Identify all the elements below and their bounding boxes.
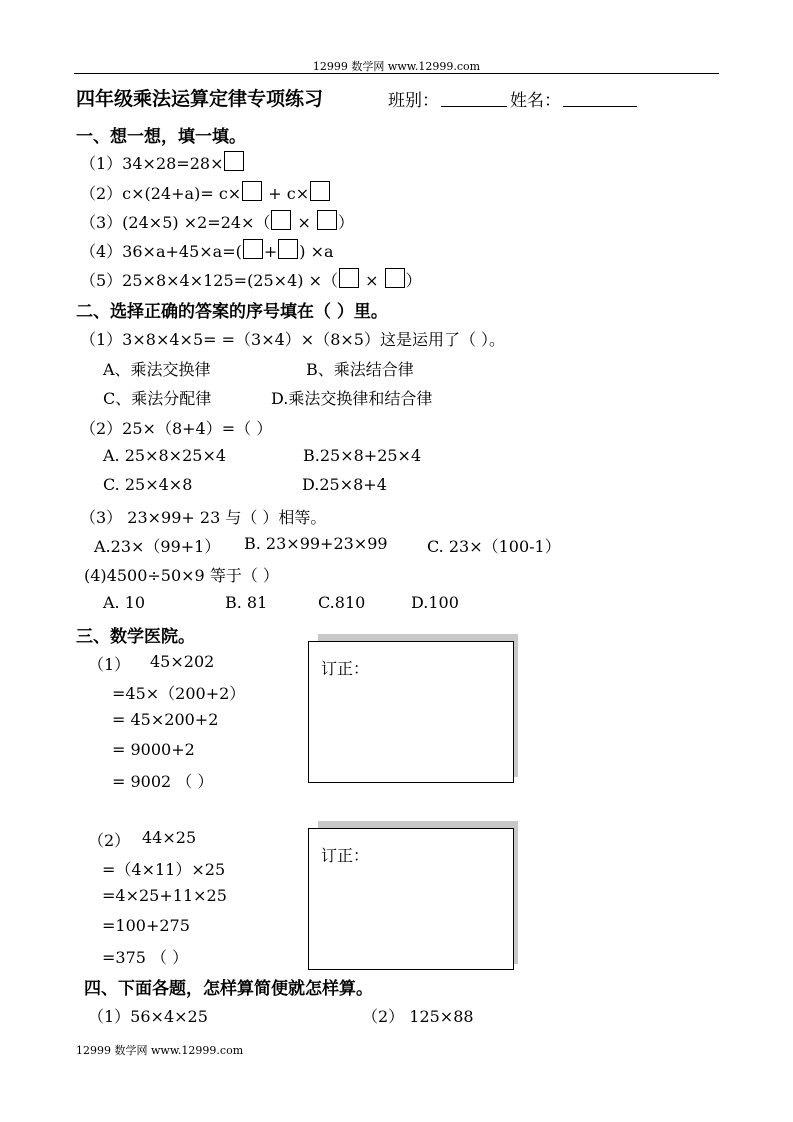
s4-question-1: （1）56×4×25 xyxy=(88,1007,208,1026)
s2-q3-option-c[interactable]: C. 23×（100-1） xyxy=(427,537,561,556)
answer-box[interactable] xyxy=(310,181,330,201)
s1-q3-text: （3）(24×5) ×2=24×（ xyxy=(80,213,271,232)
s3-p1-expression: 45×202 xyxy=(150,652,215,671)
s2-q2-option-a[interactable]: A. 25×8×25×4 xyxy=(103,446,227,465)
s1-q1-text: （1）34×28=28× xyxy=(80,154,224,173)
s3-p1-step: =45×（200+2） xyxy=(112,684,246,703)
answer-box[interactable] xyxy=(278,239,298,259)
s2-q3-option-a[interactable]: A.23×（99+1） xyxy=(94,537,221,556)
s3-p1-step: = 9000+2 xyxy=(112,740,195,759)
s1-q2-text: （2）c×(24+a)= c× xyxy=(80,184,242,203)
section1-heading: 一、想一想，填一填。 xyxy=(76,127,246,147)
s1-question-1 xyxy=(80,151,245,174)
s1-question-3 xyxy=(80,210,354,233)
s3-p2-step: =（4×11）×25 xyxy=(102,860,226,879)
s2-q4-option-a[interactable]: A. 10 xyxy=(103,593,146,612)
s2-q3-stem: （3） 23×99+ 23 与（ ）相等。 xyxy=(80,508,327,527)
s2-q2-option-d[interactable]: D.25×8+4 xyxy=(302,475,387,494)
s2-q4-option-b[interactable]: B. 81 xyxy=(225,593,268,612)
correction-box-2[interactable] xyxy=(308,828,514,970)
name-blank[interactable] xyxy=(563,88,637,107)
class-blank[interactable] xyxy=(441,88,507,107)
s2-q2-option-b[interactable]: B.25×8+25×4 xyxy=(303,446,422,465)
s1-q5-text: （5）25×8×4×125=(25×4) ×（ xyxy=(80,271,338,290)
s4-question-2: （2） 125×88 xyxy=(362,1007,474,1026)
page-title: 四年级乘法运算定律专项练习 xyxy=(76,88,324,110)
s1-q4-post: ) ×a xyxy=(299,242,334,261)
s2-q1-option-d[interactable]: D.乘法交换律和结合律 xyxy=(271,389,433,408)
s1-q5-post: ） xyxy=(405,271,422,290)
s2-q4-stem: (4)4500÷50×9 等于（ ） xyxy=(84,566,279,585)
s1-q4-mid: + xyxy=(263,242,278,261)
section3-heading: 三、数学医院。 xyxy=(76,627,195,647)
s1-q3-post: ） xyxy=(338,213,355,232)
s3-p2-step: =4×25+11×25 xyxy=(102,886,227,905)
class-label: 班别： xyxy=(388,91,439,111)
answer-box[interactable] xyxy=(242,181,262,201)
s1-question-5 xyxy=(80,268,422,291)
s3-p2-label: （2） xyxy=(88,831,131,850)
s2-q3-option-b[interactable]: B. 23×99+23×99 xyxy=(244,534,388,553)
s2-q2-option-c[interactable]: C. 25×4×8 xyxy=(103,475,193,494)
s3-p2-step: =375 （ ） xyxy=(102,948,189,967)
s1-q2-mid: + c× xyxy=(263,184,310,203)
name-label: 姓名： xyxy=(510,91,561,111)
s3-p2-step: =100+275 xyxy=(102,916,190,935)
answer-box[interactable] xyxy=(271,210,291,230)
s1-question-2 xyxy=(80,181,331,204)
s2-q1-option-c[interactable]: C、乘法分配律 xyxy=(103,389,212,408)
s2-q4-option-c[interactable]: C.810 xyxy=(318,593,366,612)
answer-box[interactable] xyxy=(224,151,244,171)
correction-label: 订正： xyxy=(321,846,370,865)
header-rule xyxy=(74,73,719,74)
s2-q2-stem: （2）25×（8+4）=（ ） xyxy=(80,419,273,438)
section4-heading: 四、下面各题，怎样算简便就怎样算。 xyxy=(84,979,373,999)
s3-p2-expression: 44×25 xyxy=(142,828,197,847)
footer-site: 12999 数学网 www.12999.com xyxy=(76,1044,244,1057)
answer-box[interactable] xyxy=(243,239,263,259)
section2-heading: 二、选择正确的答案的序号填在（ ）里。 xyxy=(76,302,388,322)
s3-p1-step: = 9002 （ ） xyxy=(112,772,214,791)
s1-question-4 xyxy=(80,239,334,262)
answer-box[interactable] xyxy=(339,268,359,288)
s2-q1-option-a[interactable]: A、乘法交换律 xyxy=(103,360,211,379)
answer-box[interactable] xyxy=(317,210,337,230)
s3-p1-label: （1） xyxy=(88,655,131,674)
correction-box-1[interactable] xyxy=(308,641,514,783)
answer-box[interactable] xyxy=(385,268,405,288)
s2-q4-option-d[interactable]: D.100 xyxy=(411,593,459,612)
s1-q5-mid: × xyxy=(360,271,384,290)
correction-label: 订正： xyxy=(321,659,370,678)
s3-p1-step: = 45×200+2 xyxy=(112,710,219,729)
s1-q3-mid: × xyxy=(292,213,317,232)
s2-q1-stem: （1）3×8×4×5= =（3×4）×（8×5）这是运用了（ ）。 xyxy=(80,330,506,349)
s2-q1-option-b[interactable]: B、乘法结合律 xyxy=(306,360,414,379)
s1-q4-text: （4）36×a+45×a=( xyxy=(80,242,242,261)
header-site: 12999 数学网 www.12999.com xyxy=(312,60,481,73)
